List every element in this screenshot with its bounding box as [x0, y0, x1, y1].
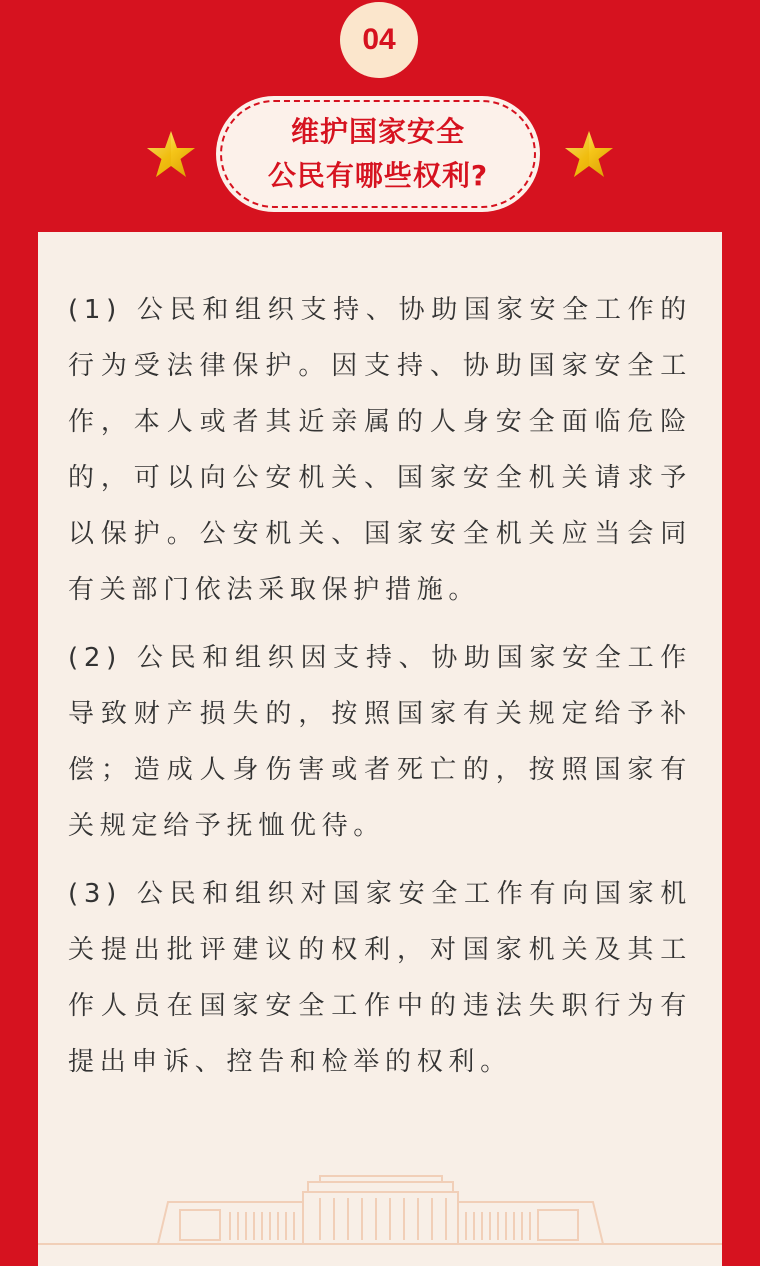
article-body: [68, 282, 692, 1102]
star-icon: [146, 130, 196, 180]
paragraph-3: (3) 公民和组织对国家安全工作有向国家机关提出批评建议的权利，对国家机关及其工作人员在国家安全工作中的违法失职行为有提出申诉、控告和检举的权利。: [68, 879, 692, 1077]
title-banner: [220, 100, 536, 208]
title-line-2: 公民有哪些权利?: [267, 159, 489, 192]
paragraph-1: (1) 公民和组织支持、协助国家安全工作的行为受法律保护。因支持、协助国家安全工作，本人或者其近亲属的人身安全面临危险的，可以向公安机关、国家安全机关请求予以保护。公安机关、国家安全机关应当会同有关部门依法采取保护措施。: [68, 295, 692, 605]
title-line-1: 维护国家安全: [290, 115, 465, 148]
section-number: 04: [362, 23, 396, 56]
paragraph-2: (2) 公民和组织因支持、协助国家安全工作导致财产损失的，按照国家有关规定给予补偿；造成人身伤害或者死亡的，按照国家有关规定给予抚恤优待。: [68, 643, 692, 841]
star-icon: [564, 130, 614, 180]
section-number-badge: [340, 2, 418, 78]
great-hall-building-icon: [38, 1172, 722, 1252]
